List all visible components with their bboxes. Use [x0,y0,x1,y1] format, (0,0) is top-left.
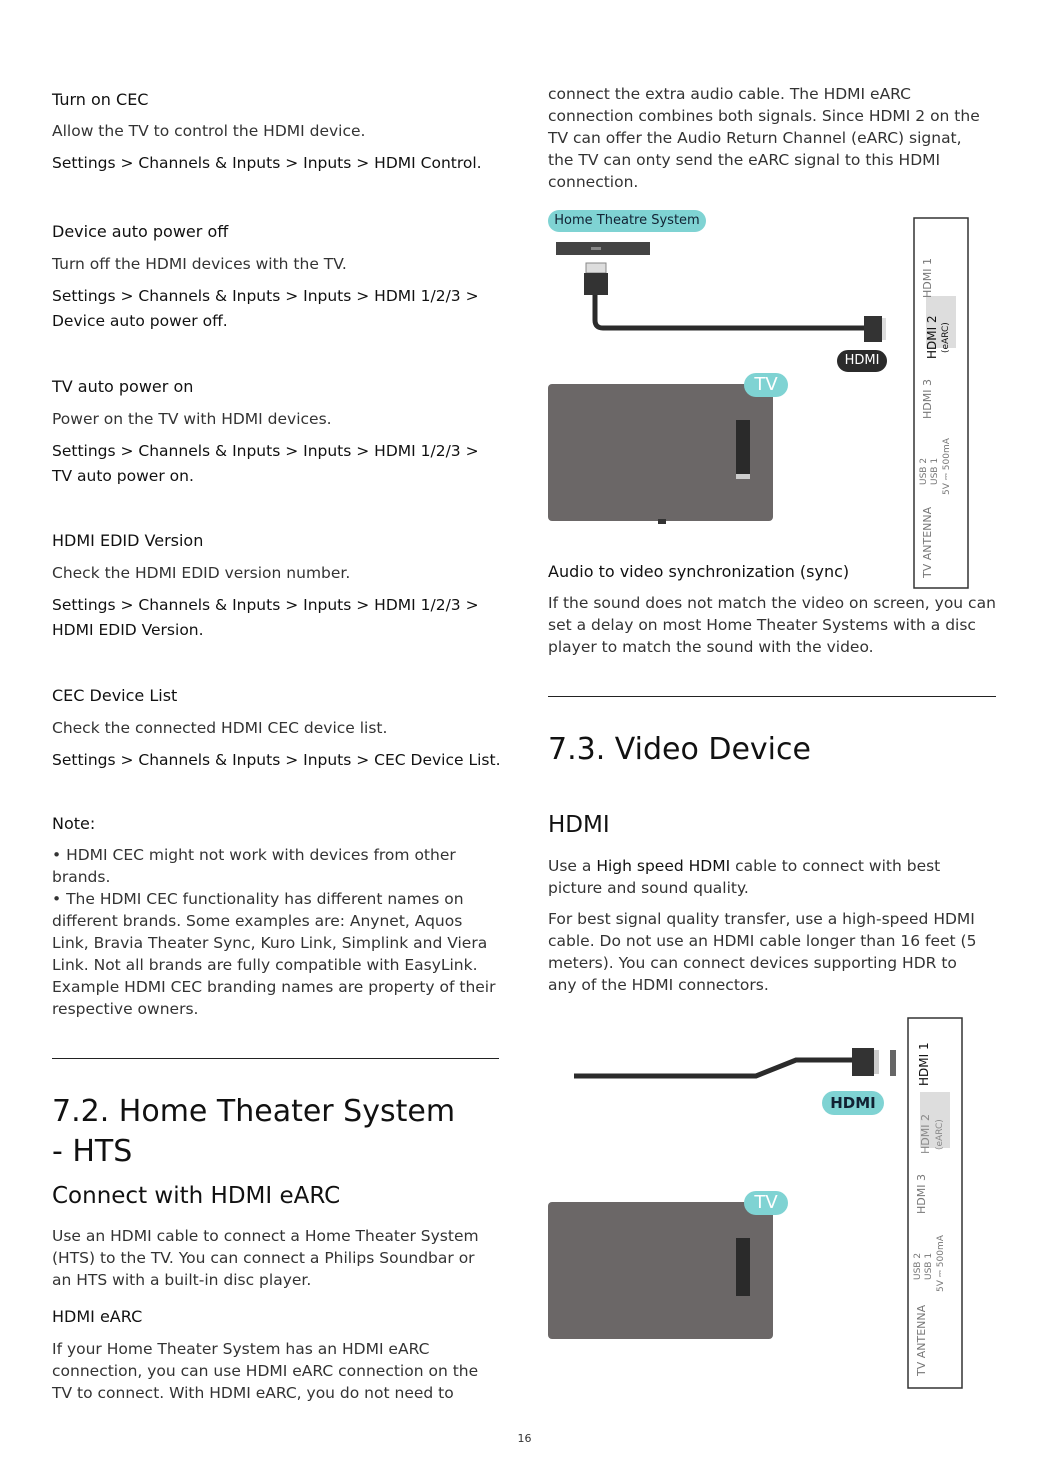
earc-body: If your Home Theater System has an HDMI eARC connection, you can use HDMI eARC connection on the TV to connect. With HDMI eARC, you do not need to [52,1340,479,1402]
port-labels-1 [921,223,961,583]
hdmi-cable-label-1: HDMI [836,349,888,373]
cec-list-title: CEC Device List [52,686,178,705]
hdmi-cable-2 [574,1060,854,1076]
port2-earc-label: (eARC) [935,1119,945,1150]
cec-title: Turn on CEC [52,90,149,109]
port2-antenna-label: TV ANTENNA [915,1304,928,1376]
port-labels-2 [915,1024,955,1384]
hdmi-paragraph-1 [548,855,988,899]
hdmi-cable-1 [595,295,866,328]
hts-plug [584,273,608,295]
edid-path-2: HDMI EDID Version. [52,621,204,639]
port2-power-label: 5V ⎓ 500mA [936,1235,946,1292]
port-hdmi3-label: HDMI 3 [921,379,934,419]
tv-power-title: TV auto power on [52,377,194,396]
device-power-desc: Turn off the HDMI devices with the TV. [52,255,347,273]
tv-label-2: TV [744,1191,788,1215]
soundbar-detail [591,247,601,250]
tv-port-slot-tip [736,474,750,479]
tv-port-slot [736,420,750,478]
cable-plug-2 [852,1048,874,1076]
hts-connection-diagram [546,208,1006,593]
hdmi-paragraph-2: For best signal quality transfer, use a high-speed HDMI cable. Do not use an HDMI cable longer than 16 feet (5 meters). You can connect devices supporting HDR to any of the HDMI connectors. [548,910,977,994]
note-bullet-1: • HDMI CEC might not work with devices from other brands. [52,846,456,886]
edid-path-1: Settings > Channels & Inputs > Inputs > HDMI 1/2/3 > [52,596,479,614]
tv-plug [864,316,882,342]
port-hdmi1-label: HDMI 1 [921,258,934,298]
soundbar-shape [556,242,650,255]
cec-list-path: Settings > Channels & Inputs > Inputs > CEC Device List. [52,751,501,769]
page-number: 16 [517,1432,532,1445]
tv-port-slot-2 [736,1238,750,1296]
section-divider-right [548,696,996,697]
edid-title: HDMI EDID Version [52,531,204,550]
hdmi-p1-post: cable to connect with best picture and sound quality. [548,857,941,897]
port-power-label: 5V ⎓ 500mA [942,438,952,495]
device-power-path-1: Settings > Channels & Inputs > Inputs > HDMI 1/2/3 > [52,287,479,305]
edid-desc: Check the HDMI EDID version number. [52,564,351,582]
tv-power-path-1: Settings > Channels & Inputs > Inputs > HDMI 1/2/3 > [52,442,479,460]
cable-plug-tip-2 [874,1050,879,1074]
cable-plug-port-2 [890,1050,896,1076]
cec-list-desc: Check the connected HDMI CEC device list. [52,719,388,737]
note-bullet-2: • The HDMI CEC functionality has different names on different brands. Some examples are: Anynet, Aquos Link, Bravia Theater Sync, Kuro Link, Simplink and Viera Link. Not all brands are fully compatible with EasyLink. Example HDMI CEC branding names are property of their respective owners. [52,890,496,1018]
sync-body: If the sound does not match the video on screen, you can set a delay on most Home Theater Systems with a disc player to match the sound with the video. [548,594,996,656]
earc-heading: Connect with HDMI eARC [52,1183,341,1209]
section-divider-left [52,1058,499,1059]
earc-subtitle: HDMI eARC [52,1307,143,1326]
sync-title: Audio to video synchronization (sync) [548,562,850,581]
earc-intro: Use an HDMI cable to connect a Home Theater System (HTS) to the TV. You can connect a Philips Soundbar or an HTS with a built-in disc player. [52,1227,479,1289]
tv-label-1: TV [744,373,788,397]
tv-stand [658,519,666,524]
port-usb2-label: USB 2 [919,457,929,485]
port-earc-label: (eARC) [941,322,951,353]
device-power-path-2: Device auto power off. [52,312,228,330]
tv-power-path-2: TV auto power on. [52,467,194,485]
note-title: Note: [52,814,96,833]
hdmi-p1-bold: High speed HDMI [596,857,731,875]
hts-heading: 7.2. Home Theater System - HTS [52,1094,456,1169]
video-device-heading: 7.3. Video Device [548,732,811,767]
port-antenna-label: TV ANTENNA [921,506,934,578]
port2-usb2-label: USB 2 [913,1252,923,1280]
cec-path: Settings > Channels & Inputs > Inputs > HDMI Control. [52,154,482,172]
hts-label: Home Theatre System [548,210,706,232]
video-connection-diagram [546,1014,1006,1394]
earc-continued: connect the extra audio cable. The HDMI eARC connection combines both signals. Since HDMI 2 on the TV can offer the Audio Return Channel (eARC) signat, the TV can onty send the eARC signal to this HDMI connection. [548,85,980,191]
hdmi-p1-pre: Use a [548,857,597,875]
port2-usb1-label: USB 1 [924,1252,934,1280]
hdmi-heading: HDMI [548,812,610,838]
port2-hdmi1-label: HDMI 1 [917,1042,931,1086]
tv-plug-tip [882,318,886,340]
port-usb1-label: USB 1 [930,457,940,485]
device-power-title: Device auto power off [52,222,229,241]
hdmi-cable-label-2: HDMI [822,1091,884,1115]
port2-hdmi3-label: HDMI 3 [915,1174,928,1214]
port2-hdmi2-label: HDMI 2 [919,1114,932,1154]
hts-plug-top [586,263,606,273]
port-hdmi2-label: HDMI 2 [925,315,939,359]
tv-power-desc: Power on the TV with HDMI devices. [52,410,332,428]
cec-desc: Allow the TV to control the HDMI device. [52,122,366,140]
